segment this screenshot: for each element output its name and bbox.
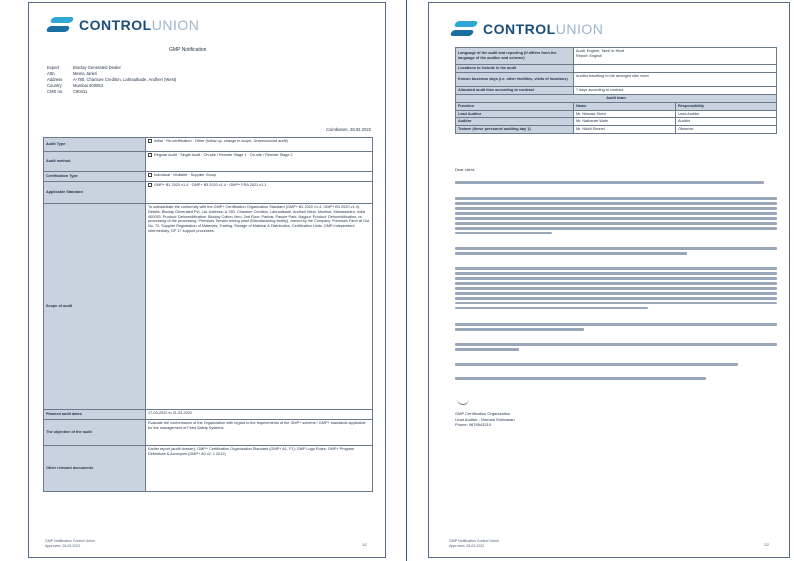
table-row: The objective of the audit Evaluate the conformance of the Organization with regard to the requirements of the GMP+ scheme / GMP+ standards applicable for the management of Feed Safety Systems. <box>44 420 373 446</box>
table-row: Audit Type Initial · Re-certification · Other (follow up, change in scope, Unannounced audit) <box>44 138 373 152</box>
table-row: Scope of audit To substantiate the conformity with the GMP+ Certification Organization Standard (GMP+ B1 2020 v1.4, GMP+ B3 2020 v1.4). Details: Bioclay Generated Pvt. Ltd. Address: A-780, Chanture Crediton, Lahrautkade, Andheri West, Mumbai, Maharashtra, India 400053. Product: Dehumidification. Bioclay Cotton Vero, 2nd Floor, Parivar, Pasure Park, Nagpur. Product: Dehumidification, re-processing of the processing. Premises Tomato mixing plant (Manufacturing facility), owned by the Company. Premises Farm at Gut No. 72. Supplier Registration of Materials, Trading, Storage of Material & Distribution. Certification Units: GMP Independent Intermediary, GP 17 support processes. <box>44 204 373 410</box>
table-row: Known business days (i.e. other facilities, visits of locations) Auditor travelling to the arranged site/ room <box>456 73 777 87</box>
logo-text: CONTROLUNION <box>79 17 200 33</box>
control-union-logo-icon <box>47 17 73 33</box>
table-row: Allocated audit time according to contract 7 days according to contract <box>456 87 777 95</box>
page-footer: GMP Notification Control Union Approved: 28.02.2022 <box>45 539 95 548</box>
document-page-2 <box>428 2 790 558</box>
letter-date: Coimbatore, 28.02.2022 <box>326 127 371 132</box>
checkbox-icon <box>148 183 152 187</box>
table-row: Locations to include in the audit <box>456 65 777 73</box>
body-paragraph <box>455 377 777 382</box>
table-section-header: Audit team <box>456 95 777 103</box>
body-paragraph <box>455 181 777 186</box>
page-divider <box>406 0 407 561</box>
meta-row: Country Mumbai 400053 <box>47 83 104 88</box>
control-union-logo-icon <box>451 21 477 37</box>
audit-details-table <box>43 137 373 492</box>
table-row: Certification Type Individual · Multisite · Supplier Group <box>44 172 373 182</box>
body-paragraph <box>455 247 777 257</box>
table-row: Other relevant documents Earlier report (audit dossier); GMP+ Certification Organization Standard (GMP+ A1, F1); GMP Logo Rules; GMP+ Program Definitions & Acronyms (GMP+ A2 v2, 1 2012) <box>44 446 373 492</box>
body-paragraph <box>455 267 777 312</box>
checkbox-icon <box>148 173 152 177</box>
table-row: Trainee (these personnel auditing day 1) Mr. Nikhil Shrinet Observer <box>456 126 777 134</box>
recipient-details <box>47 65 307 95</box>
checkbox-icon <box>148 153 152 157</box>
meta-row: Expert Bioclay Generated Dealer <box>47 65 121 70</box>
meta-row: Address A-780, Chanture Crediton, Lahrautkade, Andheri (West) <box>47 77 177 82</box>
control-union-logo <box>451 21 603 37</box>
table-row: Lead Auditor Mr. Nirmala Shrini Lead Auditor <box>456 110 777 118</box>
meta-row: Attn. Mema Jankri <box>47 71 97 76</box>
body-paragraph <box>455 323 777 333</box>
audit-info-table <box>455 47 777 134</box>
table-row: Applicable Standard GMP+ B1 2020 v1.4 · GMP+ B3 2020 v1.4 · GMP+ FRA 2021 v1.1 <box>44 182 373 204</box>
body-paragraph <box>455 197 777 237</box>
meta-row: CMS no. C80411 <box>47 89 88 94</box>
page-number: 1/2 <box>362 543 367 547</box>
body-paragraph <box>455 363 777 368</box>
document-page-1 <box>28 2 386 558</box>
logo-text: CONTROLUNION <box>483 21 604 37</box>
signature-mark-icon <box>457 397 469 405</box>
greeting: Dear client, <box>455 167 476 172</box>
page-number: 2/2 <box>764 543 769 547</box>
table-row: Planned audit dates 17-03-2022 to 21-03-2022 <box>44 410 373 420</box>
signature-block: GMP Certification Organization Lead Auditor - Nirmala Srinivasan Phone: 9876543210 <box>455 411 515 427</box>
table-header-row: Function Name Responsibility <box>456 102 777 110</box>
body-paragraph <box>455 343 777 353</box>
table-row: Audit method Regular Audit · Single Audit · On-site / Remote Stage 1 · On-site / Remote Stage 2 <box>44 152 373 172</box>
table-row: Auditor Mr. Nathaniel Wale Auditor <box>456 118 777 126</box>
control-union-logo <box>47 17 199 33</box>
page-footer: GMP Notification Control Union Approved: 28.02.2022 <box>449 539 499 548</box>
doc-title: GMP Notification <box>169 47 207 53</box>
checkbox-icon <box>148 139 152 143</box>
table-row: Language of the audit and reporting (if differs from the language of the auditee and scheme) Audit: English, Tamil or Hindi Report: English <box>456 48 777 65</box>
